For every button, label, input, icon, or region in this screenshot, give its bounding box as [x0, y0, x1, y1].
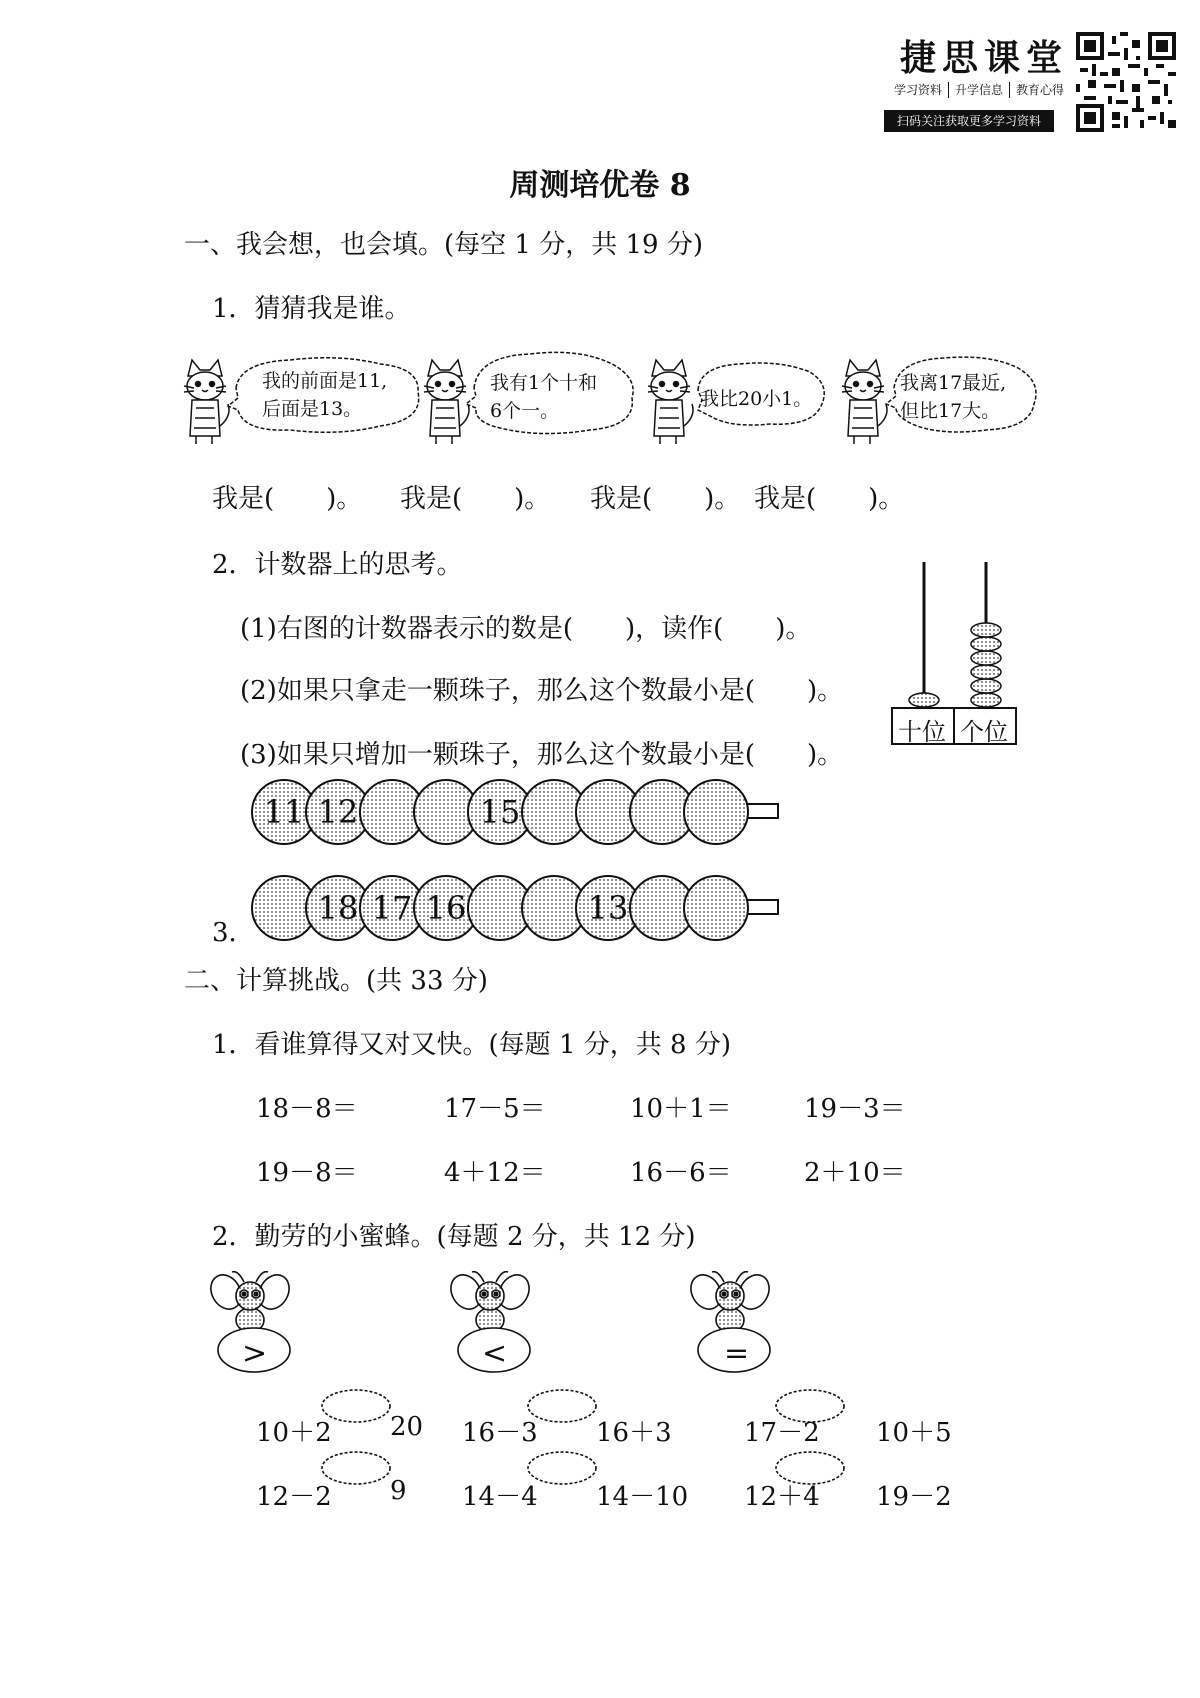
bead-number: 17	[371, 889, 413, 927]
brand-tag: 升学信息	[949, 82, 1010, 98]
bubble-text-line1: 我有1个十和	[490, 372, 598, 394]
abacus-bead	[971, 637, 1001, 651]
brand-tag: 教育心得	[1016, 83, 1065, 97]
equation[interactable]: 2＋10＝	[804, 1158, 906, 1188]
compare-right: 20	[390, 1412, 424, 1442]
answer-blank[interactable]: 我是( )。	[754, 484, 905, 514]
equation[interactable]: 19－3＝	[804, 1094, 906, 1124]
equation[interactable]: 4＋12＝	[444, 1158, 546, 1188]
compare-right: 9	[390, 1476, 407, 1506]
q3-label: 3．	[212, 918, 255, 948]
equation[interactable]: 10＋1＝	[630, 1094, 732, 1124]
qr-code-icon[interactable]	[1076, 32, 1176, 132]
bee-sign: >	[242, 1336, 268, 1371]
sequence-bead	[684, 780, 748, 844]
abacus-bead	[971, 693, 1001, 707]
compare-right: 16＋3	[596, 1418, 672, 1448]
equation[interactable]: 17－5＝	[444, 1094, 546, 1124]
brand-title: 捷思课堂	[900, 37, 1069, 79]
equation[interactable]: 19－8＝	[256, 1158, 358, 1188]
q2-item[interactable]: (3)如果只增加一颗珠子，那么这个数最小是( )。	[240, 740, 844, 770]
bead-number: 11	[263, 793, 305, 831]
brand-tag: 学习资料	[888, 82, 949, 98]
abacus-bead	[971, 665, 1001, 679]
bead-sequence	[250, 770, 790, 950]
compare-left: 12＋4	[744, 1482, 820, 1512]
abacus-bead	[971, 651, 1001, 665]
bead-number: 12	[317, 793, 359, 831]
cat-icon	[184, 360, 229, 444]
answer-oval	[528, 1452, 596, 1484]
bubble-text-line1: 我比20小1。	[700, 388, 813, 410]
q1-label: 1．猜猜我是谁。	[212, 294, 411, 324]
equation[interactable]: 16－6＝	[630, 1158, 732, 1188]
q2-item[interactable]: (1)右图的计数器表示的数是( )，读作( )。	[240, 614, 812, 644]
abacus-bead	[971, 679, 1001, 693]
answer-oval	[528, 1390, 596, 1422]
calc-label: 1．看谁算得又对又快。(每题 1 分，共 8 分)	[212, 1030, 731, 1060]
abacus-bead	[971, 623, 1001, 637]
compare-left: 16－3	[462, 1418, 538, 1448]
bee-sign: =	[724, 1336, 750, 1371]
sequence-bead	[684, 876, 748, 940]
compare-right: 19－2	[876, 1482, 952, 1512]
answer-blank[interactable]: 我是( )。	[400, 484, 551, 514]
bubble-text-line2: 但比17大。	[900, 400, 1001, 422]
compare-left: 10＋2	[256, 1418, 332, 1448]
bubble-text-line2: 后面是13。	[262, 398, 363, 420]
bee-label: 2．勤劳的小蜜蜂。(每题 2 分，共 12 分)	[212, 1222, 696, 1252]
ones-label: 个位	[960, 718, 1008, 746]
bubble-text-line1: 我离17最近,	[900, 372, 1007, 394]
abacus-bead	[909, 693, 939, 707]
answer-blank[interactable]: 我是( )。	[590, 484, 741, 514]
bead-number: 16	[425, 889, 467, 927]
bee-sign: <	[482, 1336, 508, 1371]
cat-icon	[424, 360, 469, 444]
section2-heading: 二、计算挑战。(共 33 分)	[184, 966, 488, 996]
bee-signs	[210, 1266, 810, 1376]
answer-oval	[322, 1452, 390, 1484]
compare-right: 10＋5	[876, 1418, 952, 1448]
bead-number: 13	[587, 889, 629, 927]
brand-bar: 扫码关注获取更多学习资料	[884, 110, 1054, 132]
q2-item[interactable]: (2)如果只拿走一颗珠子，那么这个数最小是( )。	[240, 676, 844, 706]
section1-heading: 一、我会想，也会填。(每空 1 分，共 19 分)	[184, 230, 703, 260]
compare-left: 14－4	[462, 1482, 538, 1512]
page-title: 周测培优卷 8	[509, 168, 691, 203]
equation[interactable]: 18－8＝	[256, 1094, 358, 1124]
answer-oval	[322, 1390, 390, 1422]
cat-icon	[842, 360, 887, 444]
compare-left: 12－2	[256, 1482, 332, 1512]
cat-icon	[648, 360, 693, 444]
answer-blank[interactable]: 我是( )。	[212, 484, 363, 514]
bubble-text-line1: 我的前面是11,	[262, 370, 388, 392]
brand-tags	[888, 82, 1070, 98]
q2-label: 2．计数器上的思考。	[212, 550, 463, 580]
bead-number: 18	[317, 889, 359, 927]
compare-right: 14－10	[596, 1482, 689, 1512]
bubble-text-line2: 6个一。	[490, 400, 560, 422]
compare-left: 17－2	[744, 1418, 820, 1448]
bead-number: 15	[479, 793, 521, 831]
tens-label: 十位	[898, 718, 946, 746]
